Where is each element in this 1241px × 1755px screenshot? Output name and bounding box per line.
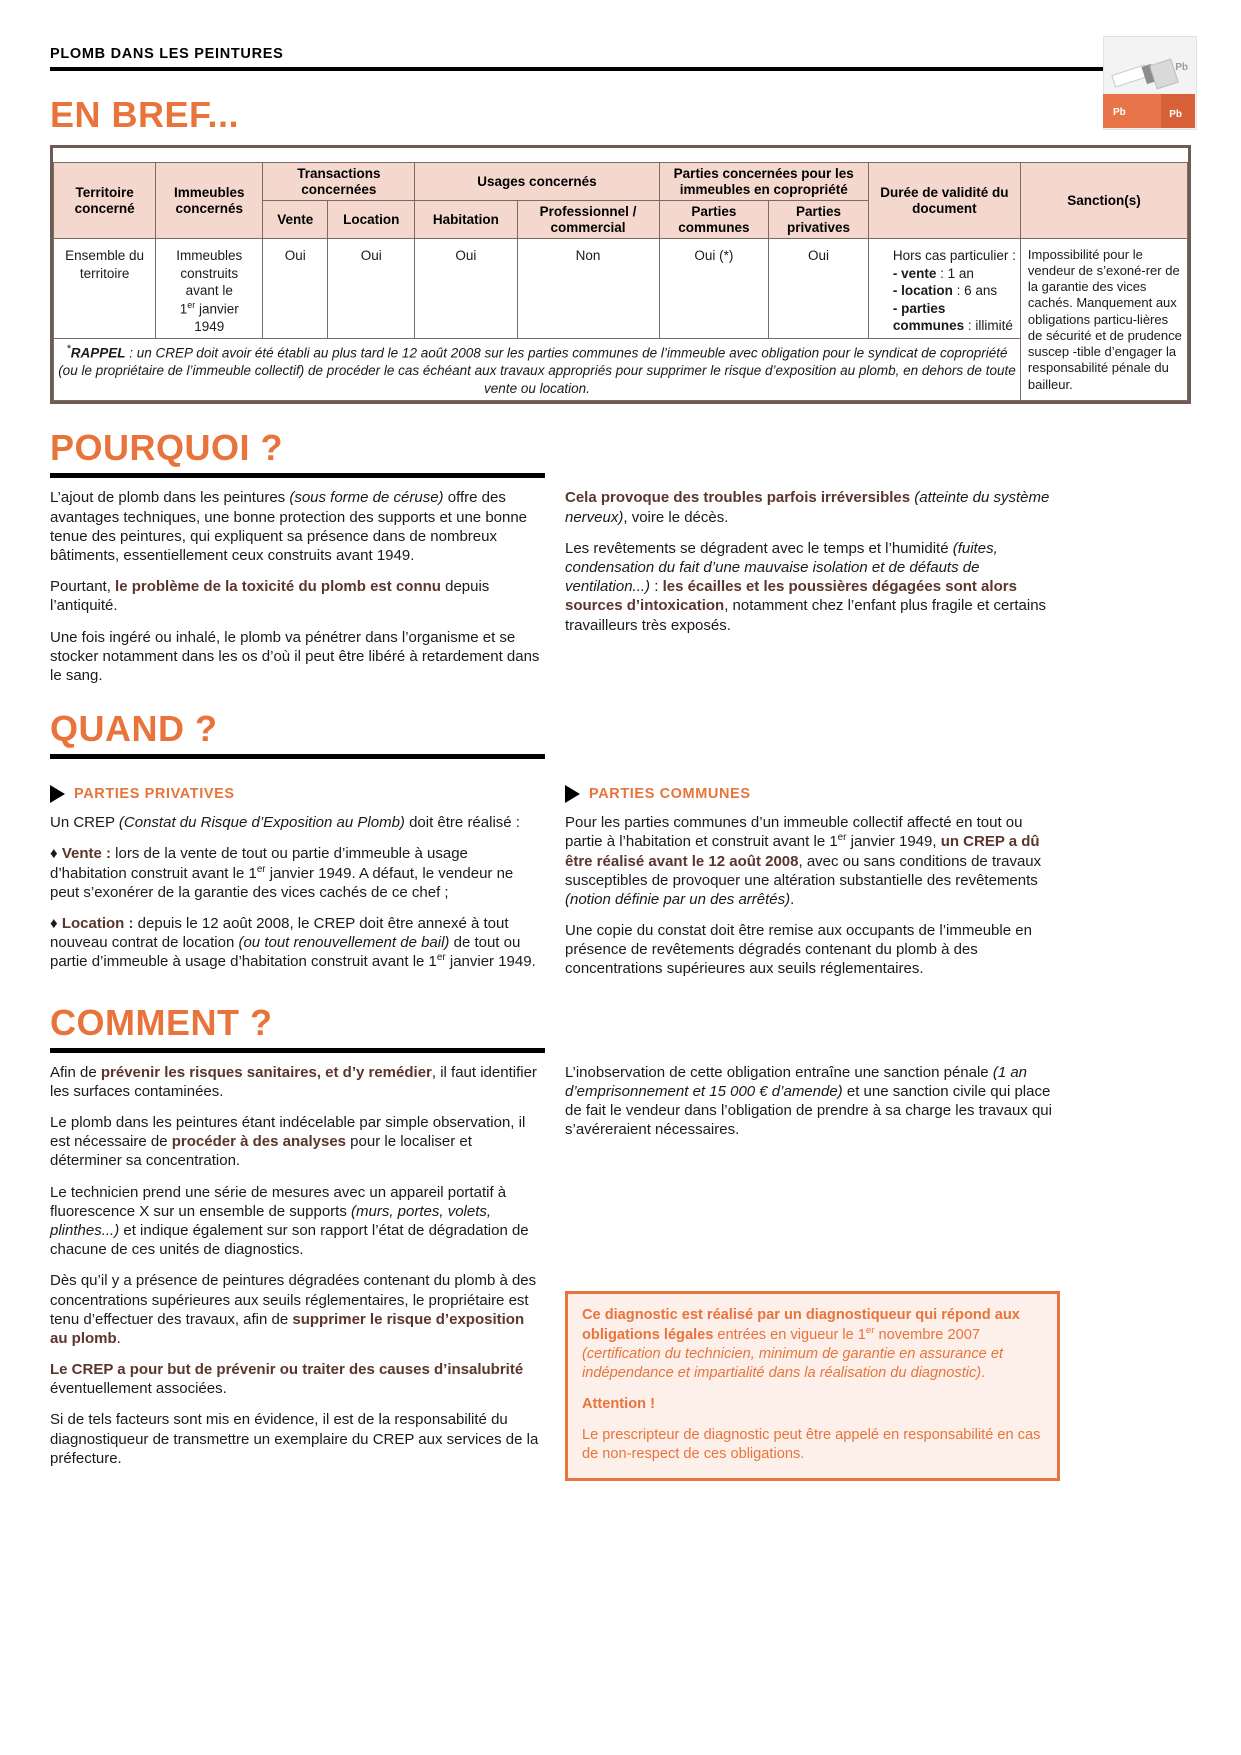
td-immeubles-l2: construits — [180, 265, 239, 281]
subheading-parties-privatives-label: PARTIES PRIVATIVES — [74, 786, 235, 803]
comment-left-p3a: Le technicien prend une série de mesures avec un appareil portatif à fluorescence X sur un ensemble de supports — [50, 1183, 507, 1220]
quand-left-p1 — [50, 813, 545, 832]
duree-parties-communes — [893, 300, 1016, 335]
comment-right-p1i: (1 an d’emprisonnement et 15 000 € d’amende) — [565, 1063, 1028, 1100]
pourquoi-left-p2bold: le problème de la toxicité du plomb est connu — [115, 578, 441, 596]
comment-left-p2b: pour le localiser et déterminer sa concentration. — [50, 1133, 472, 1170]
diamond-bullet-icon: ♦ — [50, 845, 58, 863]
section-en-bref — [50, 94, 1191, 135]
td-territoire: Ensemble du territoire — [54, 239, 156, 339]
quand-left-bullet-location — [50, 914, 545, 972]
comment-left-column — [50, 1063, 545, 1481]
pourquoi-left-p2 — [50, 577, 545, 615]
quand-left-b2i: (ou tout renouvellement de bail) — [238, 934, 450, 952]
duree-vente-label: - vente — [892, 265, 937, 281]
pourquoi-rule — [50, 473, 545, 478]
comment-left-p2bold: procéder à des analyses — [171, 1133, 347, 1151]
subheading-parties-communes-label: PARTIES COMMUNES — [589, 786, 751, 803]
pourquoi-right-p1 — [565, 488, 1060, 526]
comment-left-p3 — [50, 1183, 545, 1260]
pourquoi-left-p1a: L’ajout de plomb dans les peintures — [50, 489, 290, 507]
quand-left-b1b: janvier 1949. A défaut, le vendeur ne peut s’exonérer de la garantie des vices cachés de ce chef ; — [50, 864, 514, 901]
pourquoi-left-p3: Une fois ingéré ou inhalé, le plomb va pénétrer dans l’organisme et se stocker notamment dans les os d’où il peut être libéré à retardement dans le sang. — [50, 628, 540, 684]
lead-paint-logo — [1103, 36, 1195, 128]
th-vente: Vente — [263, 201, 328, 239]
logo-pb-right: Pb — [1169, 109, 1182, 120]
td-vente: Oui — [263, 239, 328, 339]
pourquoi-right-p2i: (fuites, condensation du fait d’une mauvaise isolation et de défauts de ventilation...) — [565, 539, 998, 596]
quand-right-p1c: , avec ou sans conditions de travaux susceptibles de provoquer une altération substantielle des revêtements — [565, 852, 1042, 889]
triangle-bullet-icon — [50, 785, 65, 803]
quand-left-b2ord: er — [436, 952, 446, 964]
footnote-text: : un CREP doit avoir été établi au plus tard le 12 août 2008 sur les parties communes de l’immeuble avec obligation pour le syndicat de copropriété (ou le propriétaire de l’immeuble collectif) de procéder le cas échéant aux travaux appropriés pour supprimer le risque d’exposition au plomb, en dehors de toute vente ou location. — [58, 345, 1016, 396]
callout-p1ord: er — [865, 1325, 875, 1337]
duree-location — [893, 282, 1016, 300]
th-duree: Durée de validité du document — [868, 163, 1020, 239]
pourquoi-left-column — [50, 488, 545, 685]
th-immeubles: Immeubles concernés — [156, 163, 263, 239]
callout-attention-label: Attention ! — [582, 1396, 655, 1413]
comment-left-p6: Si de tels facteurs sont mis en évidence, il est de la responsabilité du diagnostiqueur de transmettre un exemplaire du CREP aux services de la préfecture. — [50, 1411, 539, 1467]
th-parties-copro: Parties concernées pour les immeubles en copropriété — [659, 163, 868, 201]
callout-spacer — [565, 1151, 1060, 1271]
quand-left-p1b: doit être réalisé : — [404, 814, 520, 832]
duree-location-value: : 6 ans — [952, 283, 998, 299]
th-usages: Usages concernés — [415, 163, 659, 201]
quand-left-b2b: de tout ou partie d’immeuble à usage d’habitation construit avant le 1 — [50, 934, 521, 971]
comment-left-p2 — [50, 1113, 545, 1171]
td-immeubles-l3: avant le — [185, 283, 233, 299]
quand-left-b2c: janvier 1949. — [445, 953, 536, 971]
pourquoi-right-p1b: , voire le décès. — [623, 508, 729, 526]
running-head-rule — [50, 67, 1191, 71]
subheading-parties-privatives — [50, 785, 545, 803]
comment-left-p5 — [50, 1360, 545, 1398]
table-footnote-row — [54, 339, 1188, 401]
td-professionnel: Non — [517, 239, 659, 339]
quand-left-b1bold: Vente : — [61, 845, 112, 863]
pourquoi-right-p2b: : — [650, 578, 663, 596]
logo-pb-left: Pb — [1113, 107, 1126, 118]
duree-pc-value: : illimité — [964, 318, 1013, 334]
comment-left-p4 — [50, 1271, 545, 1348]
quand-left-p1i: (Constat du Risque d’Exposition au Plomb) — [118, 814, 405, 832]
footnote-marker: * — [66, 343, 71, 356]
pourquoi-right-p2a: Les revêtements se dégradent avec le temps et l’humidité — [565, 539, 953, 557]
callout-p1 — [582, 1306, 1043, 1383]
section-quand — [50, 708, 1191, 759]
table-header-row-1 — [54, 163, 1188, 201]
comment-left-p1 — [50, 1063, 545, 1101]
quand-right-p2: Une copie du constat doit être remise aux occupants de l’immeuble en présence de revêtements dégradés contenant du plomb à des concentrations supérieures aux seuils réglementaires. — [565, 922, 1032, 978]
quand-right-column — [565, 769, 1060, 979]
paintbrush-icon — [1111, 50, 1185, 100]
td-immeubles — [156, 239, 263, 339]
pourquoi-left-p1i: (sous forme de céruse) — [289, 489, 444, 507]
pourquoi-right-p2c: , notamment chez l’enfant plus fragile et certains travailleurs très exposés. — [565, 597, 1047, 634]
quand-left-bullet-vente — [50, 844, 545, 902]
pourquoi-title: POURQUOI ? — [50, 427, 284, 469]
quand-left-p1a: Un CREP — [50, 814, 119, 832]
comment-left-p4b: . — [116, 1329, 121, 1347]
pourquoi-right-p2bold: les écailles et les poussières dégagées sont alors sources d’intoxication — [565, 578, 1017, 615]
td-habitation: Oui — [415, 239, 517, 339]
diamond-bullet-icon-2: ♦ — [50, 914, 58, 932]
duree-vente-value: : 1 an — [936, 265, 974, 281]
section-comment — [50, 1001, 1191, 1053]
quand-right-p1ord: er — [837, 832, 847, 844]
quand-left-b2a: depuis le 12 août 2008, le CREP doit être annexé à tout nouveau contrat de location — [50, 914, 509, 952]
running-head — [50, 0, 1191, 71]
en-bref-title: EN BREF... — [50, 94, 240, 135]
section-pourquoi — [50, 427, 1191, 478]
th-habitation: Habitation — [415, 201, 517, 239]
running-head-title: PLOMB DANS LES PEINTURES — [50, 46, 284, 62]
callout-p1c: . — [981, 1365, 986, 1382]
th-professionnel: Professionnel / commercial — [517, 201, 659, 239]
logo-pb-top: Pb — [1175, 62, 1188, 73]
quand-columns — [50, 769, 1191, 979]
duree-pc-label: - parties communes — [892, 300, 965, 334]
quand-left-column — [50, 769, 545, 979]
triangle-bullet-icon-2 — [565, 785, 580, 803]
quand-right-p1bold: un CREP a dû être réalisé avant le 12 août 2008 — [565, 833, 1040, 870]
comment-left-p1b: , il faut identifier les surfaces contaminées. — [50, 1063, 537, 1100]
quand-right-p1 — [565, 813, 1060, 909]
brief-table — [53, 162, 1188, 401]
th-transactions: Transactions concernées — [263, 163, 415, 201]
callout-p1b: novembre 2007 — [874, 1327, 980, 1344]
table-footnote — [54, 339, 1021, 401]
quand-left-b2bold: Location : — [61, 914, 134, 932]
pourquoi-right-p2 — [565, 539, 1060, 635]
comment-right-p1 — [565, 1063, 1060, 1140]
pourquoi-right-column — [565, 488, 1060, 685]
td-parties-privatives: Oui — [769, 239, 869, 339]
pourquoi-left-p1b: offre des avantages techniques, une bonne protection des supports et une bonne tenue des peintures, qui expliquent sa présence dans de nombreux bâtiments, essentiellement ceux construits avant 1949. — [50, 489, 528, 564]
footnote-label: RAPPEL — [70, 345, 126, 361]
callout-p1bold: Ce diagnostic est réalisé par un diagnostiqueur qui répond aux obligations légales — [582, 1307, 1020, 1344]
quand-right-p1b: janvier 1949, — [846, 833, 941, 851]
th-parties-privatives: Parties privatives — [769, 201, 869, 239]
pourquoi-left-p2b: depuis l’antiquité. — [50, 578, 490, 615]
diagnostic-callout-box — [565, 1291, 1060, 1481]
th-location: Location — [328, 201, 415, 239]
td-immeubles-l1: Immeubles — [176, 248, 243, 264]
td-parties-communes: Oui (*) — [659, 239, 769, 339]
duree-vente — [893, 265, 1016, 283]
pourquoi-columns — [50, 488, 1191, 685]
th-territoire: Territoire concerné — [54, 163, 156, 239]
comment-right-column — [565, 1063, 1060, 1481]
brief-table-wrapper — [50, 145, 1191, 404]
comment-left-p4a: Dès qu’il y a présence de peintures dégradées contenant du plomb à des concentrations supérieures aux seuils réglementaires, le propriétaire est tenu d’effectuer des travaux, afin de — [50, 1272, 537, 1328]
duree-intro: Hors cas particulier : — [892, 248, 1016, 264]
td-location: Oui — [328, 239, 415, 339]
comment-left-p3b: et indique également sur son rapport l’état de dégradation de chacune de ces unités de diagnostics. — [50, 1221, 529, 1259]
quand-left-b1a: lors de la vente de tout ou partie d’immeuble à usage d’habitation construit avant le 1 — [50, 845, 468, 882]
comment-left-p5bold: Le CREP a pour but de prévenir ou traiter des causes d’insalubrité — [50, 1361, 524, 1379]
comment-left-p5a: éventuellement associées. — [50, 1380, 227, 1398]
comment-left-p2a: Le plomb dans les peintures étant indécelable par simple observation, il est nécessaire de — [50, 1114, 526, 1151]
th-parties-communes: Parties communes — [659, 201, 769, 239]
comment-title: COMMENT ? — [50, 1001, 273, 1043]
comment-left-p3i: (murs, portes, volets, plinthes...) — [50, 1202, 492, 1239]
th-sanction: Sanction(s) — [1020, 163, 1187, 239]
td-immeubles-ord: er — [187, 299, 196, 310]
comment-right-p1b: et une sanction civile qui place de fait le vendeur dans l’obligation de prendre à sa charge les travaux qui s’avéreraient nécessaires. — [565, 1082, 1052, 1139]
pourquoi-left-p1 — [50, 488, 545, 565]
comment-right-p1a: L’inobservation de cette obligation entraîne une sanction pénale — [565, 1063, 993, 1081]
comment-left-p4bold: supprimer le risque d’exposition au plomb — [50, 1310, 525, 1347]
comment-columns — [50, 1063, 1191, 1481]
td-sanction: Impossibilité pour le vendeur de s’exoné-rer de la garantie des vices cachés. Manquement aux obligations particu-lières de sécurité et de prudence suscep -tible d’engager la responsabilité pénale du bailleur. — [1020, 239, 1187, 401]
quand-rule — [50, 754, 545, 759]
callout-p2: Le prescripteur de diagnostic peut être appelé en responsabilité en cas de non-respect de ces obligations. — [582, 1427, 1041, 1463]
callout-p1i: (certification du technicien, minimum de garantie en assurance et indépendance et impartialité dans la réalisation du diagnostic) — [582, 1346, 1004, 1382]
subheading-parties-communes — [565, 785, 1060, 803]
duree-location-label: - location — [892, 283, 953, 299]
quand-left-b1ord: er — [256, 863, 266, 875]
quand-right-p1a: Pour les parties communes d’un immeuble collectif affecté en tout ou partie à l’habitation et construit avant le 1 — [565, 814, 1023, 851]
td-immeubles-l5: 1949 — [194, 318, 225, 334]
callout-p1a: entrées en vigueur le 1 — [713, 1327, 866, 1344]
td-immeubles-l4a: 1 — [179, 301, 188, 317]
comment-left-p1a: Afin de — [50, 1063, 101, 1081]
pourquoi-right-p1bold: Cela provoque des troubles parfois irréversibles — [565, 489, 911, 507]
comment-rule — [50, 1048, 545, 1053]
quand-right-p1i: (notion définie par un des arrêtés) — [565, 890, 791, 908]
pourquoi-left-p2a: Pourtant, — [50, 578, 116, 596]
td-immeubles-l4b: janvier — [195, 301, 239, 317]
td-duree — [868, 239, 1020, 339]
quand-right-p1d: . — [790, 890, 795, 908]
comment-left-p1bold: prévenir les risques sanitaires, et d’y remédier — [100, 1063, 432, 1081]
table-data-row — [54, 239, 1188, 339]
pourquoi-right-p1i: (atteinte du système nerveux) — [565, 489, 1050, 526]
quand-title: QUAND ? — [50, 708, 218, 750]
